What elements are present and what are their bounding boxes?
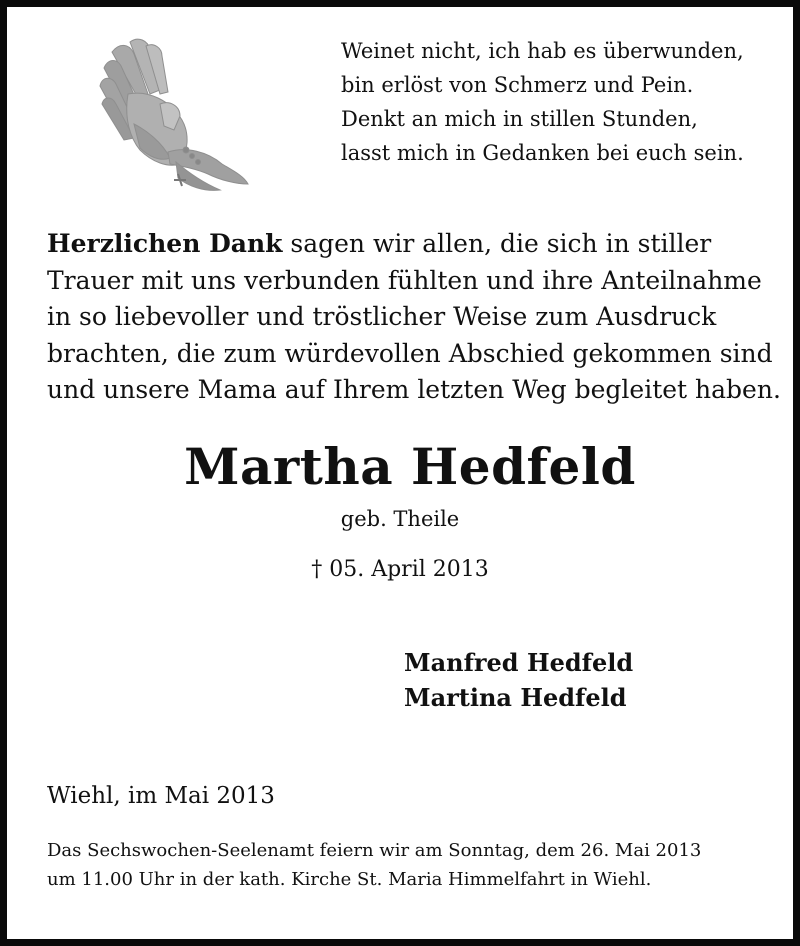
family-member: Manfred Hedfeld xyxy=(404,648,634,677)
poem-line: Denkt an mich in stillen Stunden, xyxy=(341,107,698,131)
thanks-line: brachten, die zum würdevollen Abschied gekommen sind xyxy=(47,338,773,368)
birth-name: geb. Theile xyxy=(340,507,460,531)
service-note xyxy=(47,836,787,894)
service-note-line: Das Sechswochen-Seelenamt feiern wir am Sonntag, dem 26. Mai 2013 xyxy=(47,840,702,861)
poem-line: bin erlöst von Schmerz und Pein. xyxy=(341,73,694,97)
deceased-name: Martha Hedfeld xyxy=(184,437,636,496)
thanks-line: in so liebevoller und tröstlicher Weise zum Ausdruck xyxy=(47,302,717,331)
thanks-line: Trauer mit uns verbunden fühlten und ihre Anteilnahme xyxy=(47,265,762,295)
thanks-lead: Herzlichen Dank xyxy=(47,229,283,258)
poem-line: Weinet nicht, ich hab es überwunden, xyxy=(341,39,744,63)
death-date: † 05. April 2013 xyxy=(311,557,489,582)
thanks-first-line-rest: sagen wir allen, die sich in stiller xyxy=(282,229,712,258)
poem-line: lasst mich in Gedanken bei euch sein. xyxy=(341,141,744,165)
poem xyxy=(341,34,771,170)
family-names xyxy=(404,645,633,715)
service-note-line: um 11.00 Uhr in der kath. Kirche St. Maria Himmelfahrt in Wiehl. xyxy=(47,869,652,890)
family-member: Martina Hedfeld xyxy=(404,683,627,712)
thanks-line-first xyxy=(47,226,767,263)
thanks-line: und unsere Mama auf Ihrem letzten Weg begleitet haben. xyxy=(47,375,781,404)
praying-hands-icon xyxy=(90,34,250,194)
place-date: Wiehl, im Mai 2013 xyxy=(47,783,275,809)
thanks-paragraph xyxy=(47,226,781,409)
